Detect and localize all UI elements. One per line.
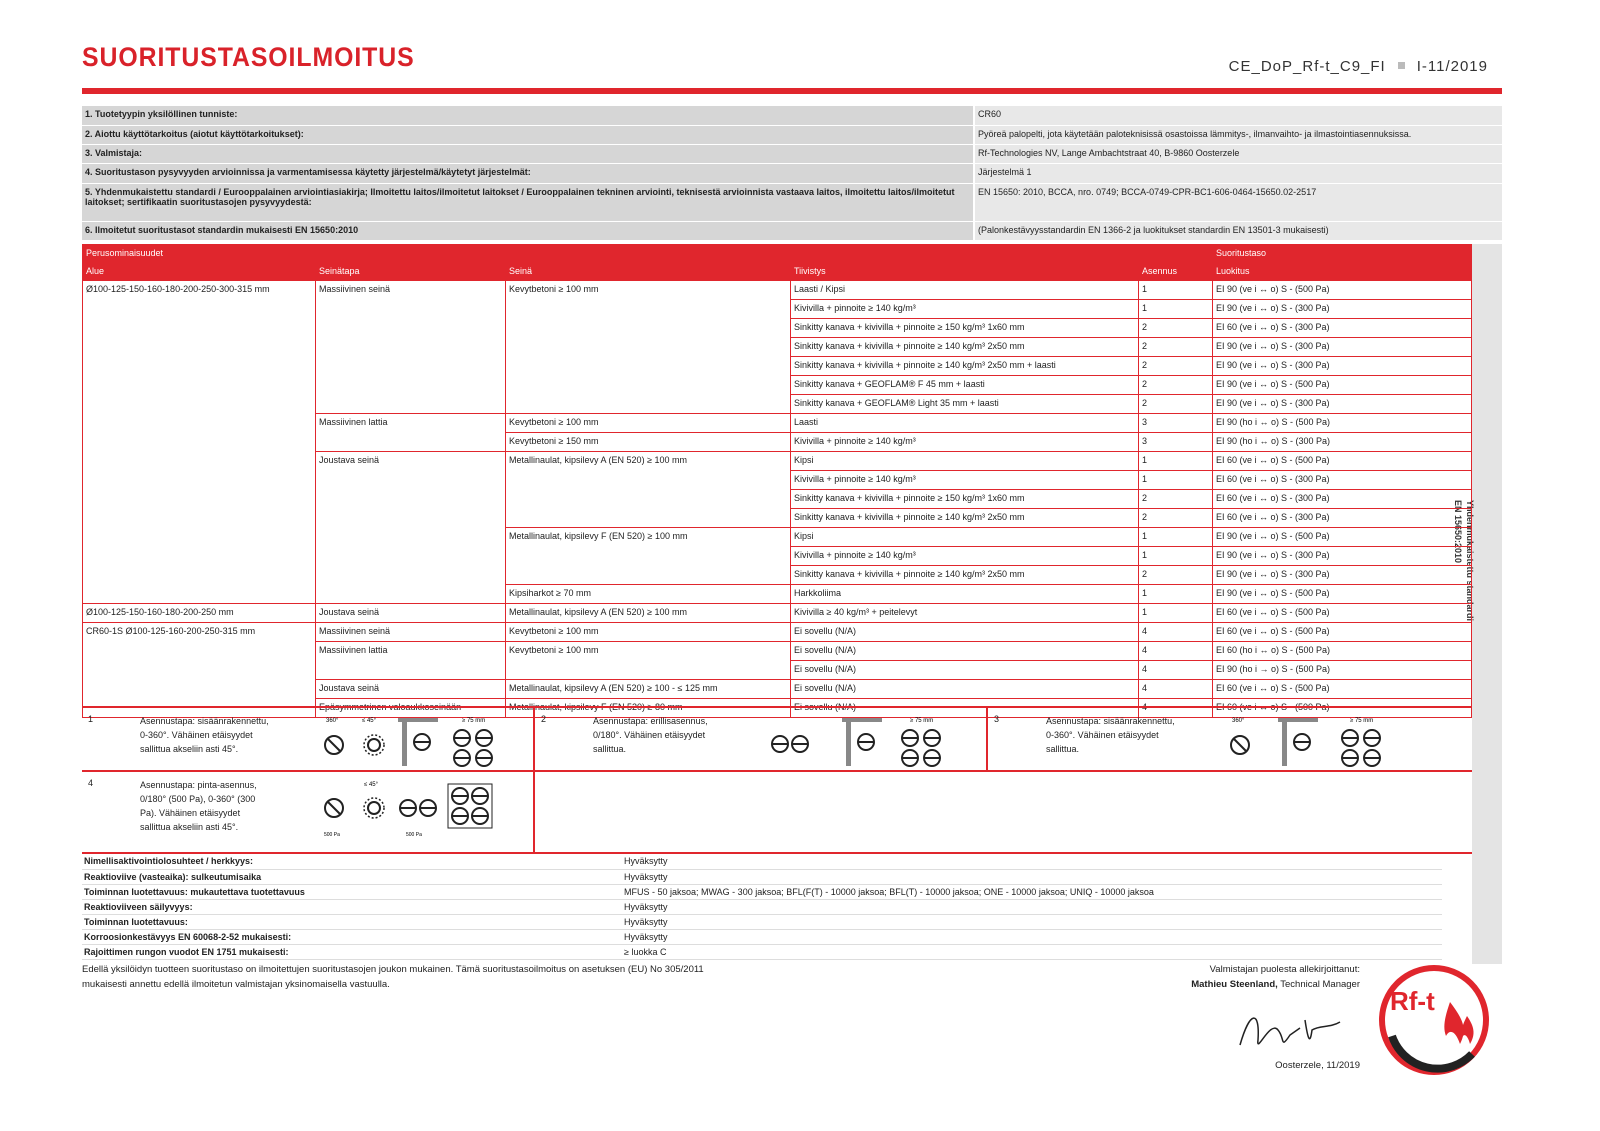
- property-row: [82, 869, 1442, 884]
- cell-cls: EI 60 (ve i ↔ o) S - (300 Pa): [1213, 509, 1472, 528]
- cell-inst: 2: [1139, 395, 1213, 414]
- cell-seal: Laasti / Kipsi: [791, 281, 1139, 300]
- diagram-label-max-angle: ≤ 45°: [362, 718, 377, 724]
- cell-seal: Kivivilla + pinnoite ≥ 140 kg/m³: [791, 547, 1139, 566]
- cell-wall: Kipsiharkot ≥ 70 mm: [506, 585, 791, 604]
- property-label: Reaktioviiveen säilyvyys:: [82, 899, 622, 914]
- cell-walltype: Massiivinen seinä: [316, 281, 506, 414]
- table-row: [83, 604, 1472, 623]
- table-row: [83, 281, 1472, 300]
- cell-wall: Metallinaulat, kipsilevy F (EN 520) ≥ 80 mm: [506, 699, 791, 718]
- cell-seal: Sinkitty kanava + kivivilla + pinnoite ≥ 140 kg/m³ 2x50 mm + laasti: [791, 357, 1139, 376]
- mounting-diagram-2: [770, 712, 985, 770]
- info-row: [82, 125, 1502, 144]
- property-row: [82, 944, 1442, 959]
- cell-wall: Kevytbetoni ≥ 100 mm: [506, 623, 791, 642]
- cell-wall: Metallinaulat, kipsilevy A (EN 520) ≥ 100 - ≤ 125 mm: [506, 680, 791, 699]
- signed-for-label: Valmistajan puolesta allekirjoittanut:: [1209, 964, 1360, 975]
- info-value: CR60: [974, 106, 1502, 125]
- cell-cls: EI 90 (ve i ↔ o) S - (500 Pa): [1213, 585, 1472, 604]
- cell-inst: 4: [1139, 699, 1213, 718]
- cell-cls: EI 90 (ho i → o) S - (500 Pa): [1213, 661, 1472, 680]
- header-divider: [82, 88, 1502, 94]
- info-row: [82, 221, 1502, 240]
- info-row: [82, 106, 1502, 125]
- info-value: Pyöreä palopelti, jota käytetään paloteknisissä osastoissa lämmitys-, ilmanvaihto- ja ilmastointiasennuksissa.: [974, 125, 1502, 144]
- cell-inst: 2: [1139, 490, 1213, 509]
- mounting-text: Asennustapa: sisäänrakennettu, 0-360°. Vähäinen etäisyydet sallittua.: [1046, 716, 1175, 754]
- performance-table-wrap: [82, 244, 1472, 718]
- cell-seal: Kivivilla + pinnoite ≥ 140 kg/m³: [791, 300, 1139, 319]
- cell-inst: 3: [1139, 433, 1213, 452]
- cell-wall: Kevytbetoni ≥ 100 mm: [506, 642, 791, 680]
- info-label: 5. Yhdenmukaistettu standardi / Eurooppalainen arviointiasiakirja; Ilmoitettu laitos/ilmoitetut laitokset / Eurooppalainen tekninen arviointi, teknisestä arvioinnista vastaava laitos, ilmoitettu laitos/ilmoitetut laitokset; sertifikaatin suoritustasojen pysyvyydestä:: [82, 183, 974, 221]
- side-panel: [1472, 244, 1502, 964]
- cell-seal: Ei sovellu (N/A): [791, 699, 1139, 718]
- property-value: Hyväksytty: [622, 854, 1442, 869]
- cell-cls: EI 90 (ve i ↔ o) S - (300 Pa): [1213, 338, 1472, 357]
- cell-seal: Sinkitty kanava + GEOFLAM® F 45 mm + laasti: [791, 376, 1139, 395]
- cell-inst: 2: [1139, 509, 1213, 528]
- cell-seal: Ei sovellu (N/A): [791, 623, 1139, 642]
- property-label: Nimellisaktivointiolosuhteet / herkkyys:: [82, 854, 622, 869]
- cell-inst: 4: [1139, 661, 1213, 680]
- property-value: ≥ luokka C: [622, 944, 1442, 959]
- info-row: [82, 183, 1502, 221]
- cell-wall: Metallinaulat, kipsilevy A (EN 520) ≥ 100 mm: [506, 604, 791, 623]
- col-header-class: Luokitus: [1213, 263, 1472, 281]
- col-header-area: Alue: [83, 263, 316, 281]
- cell-seal: Sinkitty kanava + kivivilla + pinnoite ≥ 140 kg/m³ 2x50 mm: [791, 566, 1139, 585]
- declaration-statement: Edellä yksilöidyn tuotteen suoritustaso on ilmoitettujen suoritustasojen joukon mukainen. Tämä suoritustasoilmoitus on asetuksen (EU) No 305/2011 mukaisesti annettu edellä ilmoitetun valmistajan yksinomaisella vastuulla.: [82, 964, 704, 990]
- cell-seal: Ei sovellu (N/A): [791, 680, 1139, 699]
- cell-walltype: Joustava seinä: [316, 452, 506, 604]
- cell-inst: 2: [1139, 319, 1213, 338]
- cell-cls: EI 60 (ve i ↔ o) S - (500 Pa): [1213, 623, 1472, 642]
- signer-name: Mathieu Steenland,: [1191, 979, 1278, 990]
- wall-section-icon: [842, 718, 882, 722]
- handwritten-signature: [1230, 1000, 1360, 1060]
- info-label: 6. Ilmoitetut suoritustasot standardin mukaisesti EN 15650:2010: [82, 221, 974, 240]
- cell-seal: Sinkitty kanava + kivivilla + pinnoite ≥ 140 kg/m³ 2x50 mm: [791, 509, 1139, 528]
- property-label: Reaktioviive (vasteaika): sulkeutumisaika: [82, 869, 622, 884]
- table-row: [83, 623, 1472, 642]
- performance-table: [82, 244, 1472, 718]
- mounting-cell-3: [988, 708, 1472, 770]
- group-header-left: Perusominaisuudet: [83, 245, 1213, 263]
- diagram-label-distance: ≥ 75 mm: [910, 718, 934, 724]
- mounting-cell-1: [82, 708, 535, 770]
- info-value: Rf-Technologies NV, Lange Ambachtstraat 40, B-9860 Oosterzele: [974, 145, 1502, 164]
- cell-area: CR60-1S Ø100-125-160-200-250-315 mm: [83, 623, 316, 718]
- property-label: Korroosionkestävyys EN 60068-2-52 mukaisesti:: [82, 929, 622, 944]
- cell-inst: 2: [1139, 376, 1213, 395]
- diagram-label-distance: ≥ 75 mm: [1350, 718, 1374, 724]
- info-value: Järjestelmä 1: [974, 164, 1502, 183]
- place-date: Oosterzele, 11/2019: [1275, 1060, 1360, 1071]
- col-header-wall-type: Seinätapa: [316, 263, 506, 281]
- mounting-number: 1: [88, 714, 94, 724]
- info-row: [82, 145, 1502, 164]
- info-row: [82, 164, 1502, 183]
- cell-seal: Ei sovellu (N/A): [791, 642, 1139, 661]
- cell-inst: 1: [1139, 585, 1213, 604]
- doc-code: CE_DoP_Rf-t_C9_FI: [1228, 58, 1386, 75]
- cell-wall: Metallinaulat, kipsilevy A (EN 520) ≥ 100 mm: [506, 452, 791, 528]
- cell-inst: 1: [1139, 300, 1213, 319]
- cell-wall: Kevytbetoni ≥ 150 mm: [506, 433, 791, 452]
- doc-version: I-11/2019: [1416, 58, 1488, 75]
- page-title: SUORITUSTASOILMOITUS: [82, 42, 415, 72]
- cell-cls: EI 90 (ho i ↔ o) S - (300 Pa): [1213, 433, 1472, 452]
- info-label: 3. Valmistaja:: [82, 145, 974, 164]
- cell-inst: 2: [1139, 338, 1213, 357]
- cell-walltype: Massiivinen lattia: [316, 414, 506, 452]
- diagram-label-pressure: 500 Pa: [324, 832, 340, 838]
- mounting-diagram-1: [322, 712, 532, 770]
- rf-t-logo: [1372, 958, 1492, 1078]
- diagram-label-max-angle: ≤ 45°: [364, 782, 379, 788]
- document-reference: [1229, 58, 1488, 75]
- cell-inst: 4: [1139, 623, 1213, 642]
- mounting-cell-2: [535, 708, 988, 770]
- cell-inst: 4: [1139, 680, 1213, 699]
- wall-section-icon: [1278, 718, 1318, 722]
- cell-seal: Kipsi: [791, 528, 1139, 547]
- mounting-text: Asennustapa: sisäänrakennettu, 0-360°. Vähäinen etäisyydet sallittua akseliin asti 45°.: [140, 716, 269, 754]
- mounting-text: Asennustapa: pinta-asennus, 0/180° (500 Pa), 0-360° (300 Pa). Vähäinen etäisyydet sallittua akseliin asti 45°.: [140, 780, 257, 832]
- cell-cls: EI 90 (ve i ↔ o) S - (500 Pa): [1213, 281, 1472, 300]
- cell-seal: Laasti: [791, 414, 1139, 433]
- info-label: 1. Tuotetyypin yksilöllinen tunniste:: [82, 106, 974, 125]
- cell-cls: EI 60 (ho i ↔ o) S - (500 Pa): [1213, 642, 1472, 661]
- properties-table: [82, 854, 1442, 960]
- diagram-label-angle: 360°: [326, 718, 339, 724]
- col-header-seal: Tiivistys: [791, 263, 1139, 281]
- cell-cls: EI 90 (ve i ↔ o) S - (300 Pa): [1213, 547, 1472, 566]
- mounting-number: 4: [88, 778, 94, 788]
- mounting-row-1: [82, 706, 1472, 770]
- cell-inst: 4: [1139, 642, 1213, 661]
- cell-cls: EI 90 (ve i ↔ o) S - (300 Pa): [1213, 566, 1472, 585]
- property-value: Hyväksytty: [622, 899, 1442, 914]
- info-value: EN 15650: 2010, BCCA, nro. 0749; BCCA-0749-CPR-BC1-606-0464-15650.02-2517: [974, 183, 1502, 221]
- cell-seal: Ei sovellu (N/A): [791, 661, 1139, 680]
- cell-cls: EI 60 (ve i ↔ o) S - (500 Pa): [1213, 604, 1472, 623]
- cell-seal: Sinkitty kanava + kivivilla + pinnoite ≥ 150 kg/m³ 1x60 mm: [791, 490, 1139, 509]
- mounting-row-2: [82, 770, 1472, 852]
- group-header-right: Suoritustaso: [1213, 245, 1472, 263]
- info-value: (Palonkestävyysstandardin EN 1366-2 ja luokitukset standardin EN 13501-3 mukaisesti): [974, 221, 1502, 240]
- col-header-wall: Seinä: [506, 263, 791, 281]
- property-value: Hyväksytty: [622, 914, 1442, 929]
- cell-walltype: Massiivinen seinä: [316, 623, 506, 642]
- cell-cls: EI 60 (ve i ↔ o) S - (300 Pa): [1213, 490, 1472, 509]
- property-label: Toiminnan luotettavuus: mukautettava tuotettavuus: [82, 884, 622, 899]
- mounting-number: 2: [541, 714, 547, 724]
- cell-cls: EI 60 (ve i ↔ o) S - (300 Pa): [1213, 471, 1472, 490]
- cell-seal: Kivivilla + pinnoite ≥ 140 kg/m³: [791, 471, 1139, 490]
- property-value: Hyväksytty: [622, 929, 1442, 944]
- cell-inst: 2: [1139, 357, 1213, 376]
- property-row: [82, 884, 1442, 899]
- property-value: MFUS - 50 jaksoa; MWAG - 300 jaksoa; BFL(F(T) - 10000 jaksoa; BFL(T) - 10000 jaksoa; ONE - 10000 jaksoa; UNIQ - 10000 jaksoa: [622, 884, 1442, 899]
- cell-inst: 1: [1139, 604, 1213, 623]
- cell-seal: Kivivilla ≥ 40 kg/m³ + peitelevyt: [791, 604, 1139, 623]
- cell-wall: Kevytbetoni ≥ 100 mm: [506, 281, 791, 414]
- cell-walltype: Joustava seinä: [316, 604, 506, 623]
- cell-inst: 1: [1139, 528, 1213, 547]
- mounting-diagram-3: [1228, 712, 1428, 770]
- property-label: Toiminnan luotettavuus:: [82, 914, 622, 929]
- signature-block: [1191, 962, 1360, 1060]
- cell-cls: EI 90 (ve i ↔ o) S - (500 Pa): [1213, 528, 1472, 547]
- mounting-text: Asennustapa: erillisasennus, 0/180°. Vähäinen etäisyydet sallittua.: [593, 716, 708, 754]
- property-row: [82, 929, 1442, 944]
- cell-seal: Kivivilla + pinnoite ≥ 140 kg/m³: [791, 433, 1139, 452]
- cell-inst: 1: [1139, 547, 1213, 566]
- property-row: [82, 899, 1442, 914]
- cell-cls: EI 60 (ve i ↔ o) S - (300 Pa): [1213, 319, 1472, 338]
- cell-inst: 2: [1139, 566, 1213, 585]
- properties-section: [82, 852, 1472, 960]
- mounting-cell-4: [82, 772, 535, 852]
- info-table: [82, 106, 1502, 241]
- cell-seal: Sinkitty kanava + GEOFLAM® Light 35 mm + laasti: [791, 395, 1139, 414]
- cell-walltype: Joustava seinä: [316, 680, 506, 699]
- cell-area: Ø100-125-150-160-180-200-250 mm: [83, 604, 316, 623]
- cell-wall: Kevytbetoni ≥ 100 mm: [506, 414, 791, 433]
- side-label-line1: Yhdenmukaistettu standardi: [1465, 500, 1475, 622]
- logo-text: Rf-t: [1390, 986, 1435, 1016]
- cell-inst: 1: [1139, 452, 1213, 471]
- info-label: 4. Suoritustason pysyvyyden arvioinnissa ja varmentamisessa käytetty järjestelmä/käytetyt järjestelmät:: [82, 164, 974, 183]
- cell-cls: EI 90 (ve i ↔ o) S - (500 Pa): [1213, 376, 1472, 395]
- col-header-install: Asennus: [1139, 263, 1213, 281]
- cell-cls: EI 60 (ve i ↔ o) S - (500 Pa): [1213, 699, 1472, 718]
- side-label-line2: EN 15650:2010: [1453, 500, 1463, 564]
- cell-cls: EI 90 (ve i ↔ o) S - (300 Pa): [1213, 395, 1472, 414]
- cell-area: Ø100-125-150-160-180-200-250-300-315 mm: [83, 281, 316, 604]
- cell-cls: EI 90 (ve i ↔ o) S - (300 Pa): [1213, 300, 1472, 319]
- property-row: [82, 854, 1442, 869]
- cell-walltype: Massiivinen lattia: [316, 642, 506, 680]
- cell-seal: Kipsi: [791, 452, 1139, 471]
- cell-cls: EI 60 (ve i ↔ o) S - (500 Pa): [1213, 680, 1472, 699]
- cell-seal: Harkkoliima: [791, 585, 1139, 604]
- signer-title: Technical Manager: [1277, 979, 1360, 990]
- cell-cls: EI 60 (ve i ↔ o) S - (500 Pa): [1213, 452, 1472, 471]
- cell-inst: 1: [1139, 471, 1213, 490]
- wall-section-icon: [398, 718, 438, 722]
- cell-cls: EI 90 (ve i ↔ o) S - (300 Pa): [1213, 357, 1472, 376]
- info-label: 2. Aiottu käyttötarkoitus (aiotut käyttötarkoitukset):: [82, 125, 974, 144]
- property-label: Rajoittimen rungon vuodot EN 1751 mukaisesti:: [82, 944, 622, 959]
- mounting-diagram-4: [322, 778, 522, 848]
- property-value: Hyväksytty: [622, 869, 1442, 884]
- diagram-label-angle: 360°: [1232, 718, 1245, 724]
- diagram-label-pressure: 500 Pa: [406, 832, 422, 838]
- diagram-label-distance: ≥ 75 mm: [462, 718, 486, 724]
- cell-wall: Metallinaulat, kipsilevy F (EN 520) ≥ 100 mm: [506, 528, 791, 585]
- cell-seal: Sinkitty kanava + kivivilla + pinnoite ≥ 140 kg/m³ 2x50 mm: [791, 338, 1139, 357]
- cell-inst: 3: [1139, 414, 1213, 433]
- mounting-number: 3: [994, 714, 1000, 724]
- separator-square-icon: [1398, 62, 1405, 69]
- cell-cls: EI 90 (ho i ↔ o) S - (500 Pa): [1213, 414, 1472, 433]
- cell-inst: 1: [1139, 281, 1213, 300]
- cell-walltype: Epäsymmetrinen valoaukkoseinään: [316, 699, 506, 718]
- cell-seal: Sinkitty kanava + kivivilla + pinnoite ≥ 150 kg/m³ 1x60 mm: [791, 319, 1139, 338]
- property-row: [82, 914, 1442, 929]
